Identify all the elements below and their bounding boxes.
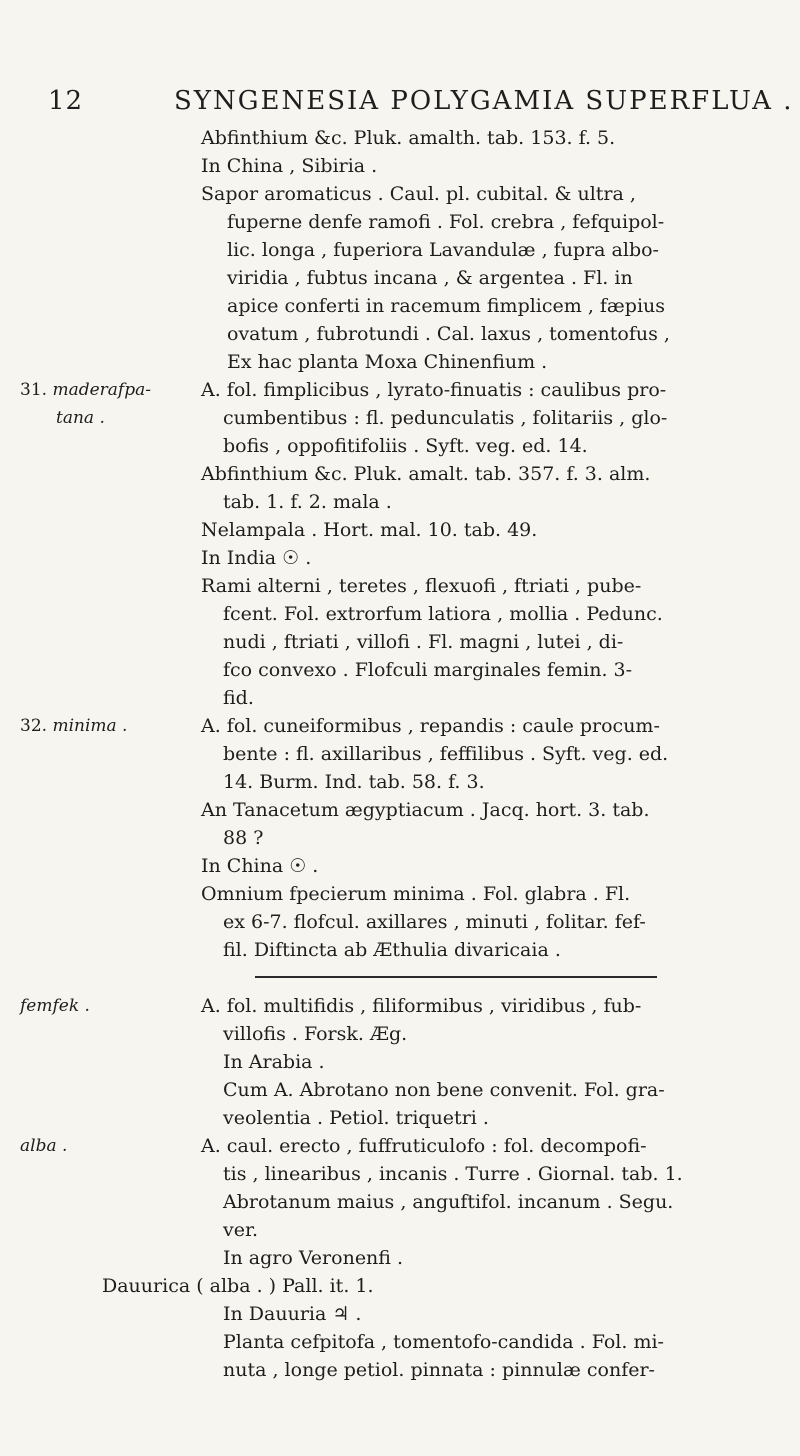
text-line: apice conferti in racemum fimplicem , fæpius: [227, 295, 666, 317]
section-divider: [255, 976, 657, 978]
entry-alba: [0, 1132, 800, 1272]
text-line: villofis . Forsk. Æg.: [223, 1023, 408, 1045]
entry-femfek: [0, 992, 800, 1132]
text-line: Rami alterni , teretes , flexuofi , ftriati , pube-: [201, 575, 642, 597]
text-line: cumbentibus : fl. pedunculatis , folitariis , glo-: [223, 407, 668, 429]
epithet-text: alba .: [20, 1136, 68, 1156]
text-line: Abrotanum maius , anguftifol. incanum . Segu.: [223, 1191, 674, 1213]
text-line: fil. Diftincta ab Æthulia divaricaia .: [223, 939, 561, 961]
epithet-text: maderafpa-: [52, 380, 151, 400]
text-line: A. fol. fimplicibus , lyrato-finuatis : caulibus pro-: [201, 379, 667, 401]
text-line: Cum A. Abrotano non bene convenit. Fol. gra-: [223, 1079, 665, 1101]
epithet-text: femfek .: [20, 996, 90, 1016]
text-line: In Dauuria ♃ .: [223, 1303, 362, 1325]
text-line: Omnium fpecierum minima . Fol. glabra . Fl.: [201, 883, 631, 905]
text-line: An Tanacetum ægyptiacum . Jacq. hort. 3. tab.: [201, 799, 650, 821]
epithet-text: minima .: [52, 716, 128, 736]
species-epithet: [20, 992, 170, 1020]
text-line: In China ☉ .: [201, 855, 319, 877]
species-epithet: [20, 712, 170, 740]
entry-minima: [0, 712, 800, 964]
text-line: lic. longa , fuperiora Lavandulæ , fupra albo-: [227, 239, 659, 261]
dauurica-heading: Dauurica ( alba . ) Pall. it. 1.: [102, 1275, 374, 1297]
species-number: 31.: [20, 380, 48, 400]
text-line: A. fol. multifidis , filiformibus , viridibus , fub-: [201, 995, 642, 1017]
text-line: tis , linearibus , incanis . Turre . Giornal. tab. 1.: [223, 1163, 683, 1185]
text-line: fid.: [223, 687, 254, 709]
text-line: ovatum , fubrotundi . Cal. laxus , tomentofus ,: [227, 323, 670, 345]
text-line: Ex hac planta Moxa Chinenfium .: [227, 351, 548, 373]
text-line: Abfinthium &c. Pluk. amalth. tab. 153. f. 5.: [201, 127, 616, 149]
species-epithet: [20, 1132, 170, 1160]
text-line: viridia , fubtus incana , & argentea . Fl. in: [227, 267, 633, 289]
text-line: In India ☉ .: [201, 547, 312, 569]
text-line: veolentia . Petiol. triquetri .: [223, 1107, 489, 1129]
text-line: ex 6-7. flofcul. axillares , minuti , folitar. fef-: [223, 911, 646, 933]
species-epithet: [20, 376, 170, 432]
text-line: nuta , longe petiol. pinnata : pinnulæ confer-: [223, 1359, 655, 1381]
page-number: 12: [48, 86, 84, 116]
text-line: In China , Sibiria .: [201, 155, 378, 177]
running-title: SYNGENESIA POLYGAMIA SUPERFLUA .: [174, 86, 794, 116]
text-line: Abfinthium &c. Pluk. amalt. tab. 357. f. 3. alm.: [201, 463, 651, 485]
text-line: nudi , ftriati , villofi . Fl. magni , lutei , di-: [223, 631, 624, 653]
text-line: A. fol. cuneiformibus , repandis : caule procum-: [201, 715, 660, 737]
text-line: tab. 1. f. 2. mala .: [223, 491, 392, 513]
text-body: [0, 124, 800, 1384]
text-line: In Arabia .: [223, 1051, 325, 1073]
text-line: 14. Burm. Ind. tab. 58. f. 3.: [223, 771, 485, 793]
text-line: In agro Veronenfi .: [223, 1247, 404, 1269]
entry-continuation: [0, 124, 800, 376]
text-line: fcent. Fol. extrorfum latiora , mollia . Pedunc.: [223, 603, 663, 625]
text-line: bente : fl. axillaribus , feffilibus . Syft. veg. ed.: [223, 743, 669, 765]
text-line: ver.: [223, 1219, 259, 1241]
text-line: Sapor aromaticus . Caul. pl. cubital. & ultra ,: [201, 183, 636, 205]
page-header: [48, 86, 794, 122]
text-line: fuperne denfe ramofi . Fol. crebra , fefquipol-: [227, 211, 665, 233]
entry-maderaspatana: [0, 376, 800, 712]
epithet-text-cont: tana .: [56, 408, 105, 428]
entry-dauurica: [0, 1272, 800, 1384]
text-line: bofis , oppofitifoliis . Syft. veg. ed. 14.: [223, 435, 588, 457]
text-line: fco convexo . Flofculi marginales femin. 3-: [223, 659, 633, 681]
text-line: Planta cefpitofa , tomentofo-candida . Fol. mi-: [223, 1331, 664, 1353]
text-line: A. caul. erecto , fuffruticulofo : fol. decompofi-: [201, 1135, 647, 1157]
species-number: 32.: [20, 716, 48, 736]
text-line: 88 ?: [223, 827, 264, 849]
text-line: Nelampala . Hort. mal. 10. tab. 49.: [201, 519, 538, 541]
